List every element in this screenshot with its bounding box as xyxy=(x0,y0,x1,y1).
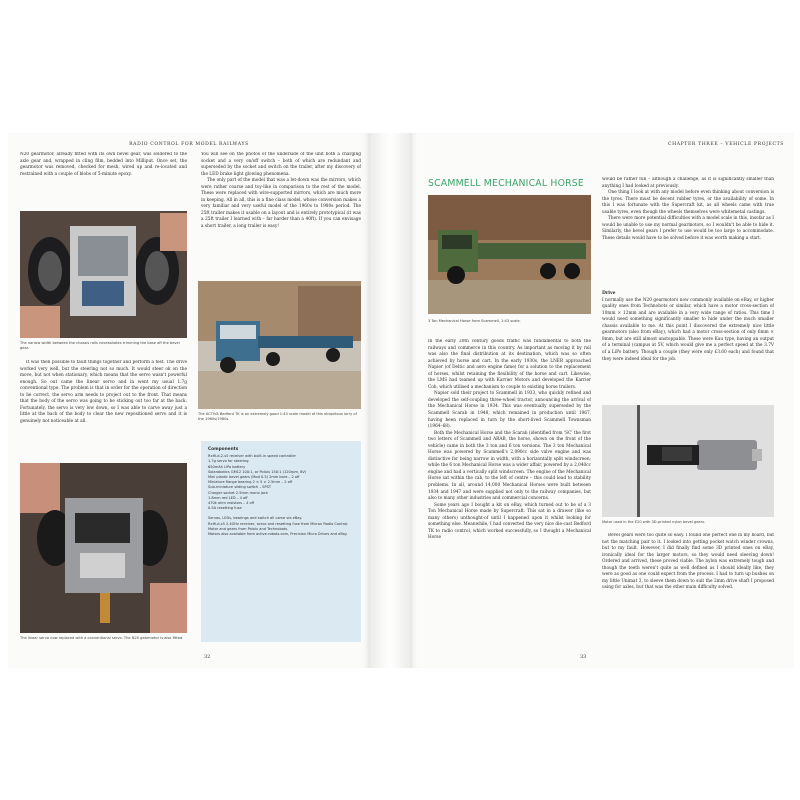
paragraph: It was then possible to fault things together and perform a test. The drive worked very well, but the steering not so much. It would steer ok on the move, but not when stationary, which means that the servo wasn't powerful enough. So out came the linear servo and in went my usual 1.7g conventional type. The problem is that in order for the operation of direction to be correct, the servo arm needs to project out to the front. That means that the body of the servo was going to be sticking out too far at the back. Fortunately, the servo is very low down, so I was able to carve away just a little at the back of the body to clear the new repositioned servo and it is genuinely not noticeable at all. xyxy=(20,360,187,424)
chassis-underside-photo xyxy=(20,211,187,338)
component-line: Sub-miniature sliding switch – SPST xyxy=(208,485,272,490)
left-running-head: RADIO CONTROL FOR MODEL RAILWAYS xyxy=(129,142,249,147)
paragraph: In the early 20th century goods traffic was fundamental to both the railways and commerce in this country. As important as moving it by rail was also the final distribution at its destination, which was so often achieved by horse and cart. In the early 1930s, the LNER approached Napier (of Deltic and aero engine fame) for a solution to the replacement of horses, whilst retaining the flexibility of the horse and cart. Likewise, the LMS had teamed up with Karrier Motors and developed the Karrier Cob, which utilised a mechanism to couple to existing horse trailers. xyxy=(428,339,591,390)
component-line: 650mAh LiPo battery xyxy=(208,464,246,469)
component-line: 1.7g servo for steering xyxy=(208,459,249,464)
bedford-tk-photo xyxy=(198,281,361,409)
paragraph: N20 gearmotor, already fitted with its own bevel gear, was soldered to the axle gear and, wrapped in cling film, bedded into Milliput. Once set, the gearmotor was removed, checked for mesh, wired up and re-located and restrained with a couple of blobs of 5-minute epoxy. xyxy=(20,152,187,177)
left-page-number: 32 xyxy=(204,654,211,660)
right-page-number: 33 xyxy=(580,654,587,660)
horse-photo-caption: 3 Ton Mechanical Horse from Scammell, 1:43 scale. xyxy=(428,319,521,323)
component-line: Solarobotics GM12 100:1, or Pololu 150:1 (120rpm, 6V) xyxy=(208,469,307,474)
chassis-photo-caption: The narrow width between the chassis rails necessitates trimming the base off the bevel gear. xyxy=(20,341,180,350)
component-line: Mini plastic bevel gears (Mod 0.5) 2mm bore – 2 off xyxy=(208,475,300,480)
component-source: Motors also available from active-robots.com, Precision Micro Drives and eBay. xyxy=(208,532,348,537)
right-col2-bottom-text xyxy=(602,533,774,649)
paragraph: Both the Mechanical Horse and the Scarab (identified from 'SC' the first two letters of Scammell and ARAB, the horse, shown on the front of the vehicle) came in both the 3 ton and 6 ton versions. The 3 ton Mechanical Horse was powered by Scammell's 2,090cc side valve engine and was distinctive for being narrow in width, with a horizontally split windscreen; while the 6 ton Mechanical Horse was a wider affair, powered by a 2,040cc engine and had a vertically split windscreen. The engine of the Mechanical Horse sat within the cab, to the left of centre – this could lead to stability problems. In all, around 14,000 Mechanical Horses were built between 1934 and 1947 and were supplied not only to the railway companies, but also to many other industries and commercial concerns. xyxy=(428,430,591,502)
paragraph: You will see on the photos of the underside of the unit both a charging socket and a very on/off switch – both of which are redundant and superseded by the socket and switch on the trailer, after my discovery of the LED brake light glowing phenomena. xyxy=(201,152,361,177)
components-box xyxy=(201,441,361,642)
servo-photo-caption: The linear servo now replaced with a conventional servo. The N20 gearmotor is also fitted. xyxy=(20,636,184,640)
right-col1-text xyxy=(428,339,591,649)
mechanical-horse-photo xyxy=(428,195,591,314)
gearmotor-photo xyxy=(602,405,774,517)
component-source: Servos, LEDs, bearings and switch all came via eBay. xyxy=(208,516,303,521)
component-line: Charger socket 2.5mm mono jack xyxy=(208,490,268,495)
component-line: 470k ohm resistors – 4 off xyxy=(208,501,255,506)
right-col2-top-text xyxy=(602,177,774,289)
bedford-photo-caption: The ACTIVA Bedford TK is an extremely good 1:43 scale model of this ubiquitous lorry of the 1960s/1980s. xyxy=(198,412,357,421)
paragraph: would be rather fun – although a challenge, as it is significantly smaller than anything I had looked at previously. xyxy=(602,177,774,189)
book-gutter xyxy=(370,133,410,668)
component-source: Motor and gears from Pololu and Technobots. xyxy=(208,526,289,531)
paragraph: There were more potential difficulties with a model scale in this, insofar as I would be unable to use my normal gearmotors, so I wouldn't be able to hide it. Similarly, the bevel gears I prefer to use would be too large to accommodate. These details would have to be solved before it was worth making a start. xyxy=(602,216,774,241)
component-line: Miniature flange bearing 2 × 5 × 2.5mm – 2 off xyxy=(208,480,293,485)
paragraph: Bevel gears were too quite so easy. I found one perfect one in my hoard, but not the matching pair to it. I looked into getting pocket watch winder crowns, but to my fault. However, I did finally find some 3D printed ones on eBay, ironically ideal for the larger motors, so they would need sleeving down! Ordered and arrived, these proved viable. The nylon was extremely tough and though the teeth weren't quite as well defined as I should ideally like, they were as good as one could expect from the process. I had to turn up bushes on my little Unimat 3, to sleeve them down to suit the 2mm drive shaft I proposed using for axles, but that was the other main difficulty solved. xyxy=(602,533,774,591)
component-line: 1.8mm red LED – 4 off xyxy=(208,495,248,500)
left-col2-top-text xyxy=(201,152,361,270)
left-col1-mid-text xyxy=(20,360,187,459)
drive-heading: Drive xyxy=(602,291,616,296)
article-title: SCAMMELL MECHANICAL HORSE xyxy=(428,178,584,189)
paragraph: Some years ago I bought a kit on eBay, which turned out to be of a 3 Ton Mechanical Horse made by Supercraft. This sat in a drawer (like so many others) unthought-of until I happened upon it whilst looking for something else. Meanwhile, I had converted the very nice die-cast Bedford TK to radio control, which worked successfully, so I thought a Mechanical Horse xyxy=(428,502,591,541)
component-source: RxHLd-s5 2.4GHz receiver, servo and resetting fuse from Micron Radio Control. xyxy=(208,521,349,526)
components-heading: Components xyxy=(208,447,239,452)
paragraph: Napier sold their project to Scammell in 1933, who quickly refined and developed the self-coupling three-wheel tractor, announcing the arrival of the Mechanical Horse in 1934. This was eventually superseded by the Scammell Scarab in 1948, which remained in production until 1967, having been replaced in turn by the short-lived Scammell Townsman (1964–68). xyxy=(428,391,591,430)
gearmotor-photo-caption: Motor used in the E20 with 3D-printed nylon bevel gears. xyxy=(602,520,706,524)
right-running-head: CHAPTER THREE – VEHICLE PROJECTS xyxy=(667,142,784,147)
left-page xyxy=(8,133,370,668)
paragraph: I normally use the N20 gearmotors now commonly available on eBay, or higher quality ones from Technobots or similar, which have a motor cross-section of 10mm × 12mm and are available in a very wide range of ratios. This time I would need something significantly smaller to hide under the much smaller chassis available to me. At this point I discovered the extremely nice little gearmotors (also from eBay), which had a motor cross-section of only 6mm × 8mm, but are still almost unstoppable. These were Kau type, having an output of a terminal (campus at 5V, which would give me a perfect speed at the 3.7V of a LiPo battery. Though a couple (they were only £3.60 each) and found that they were indeed ideal for the job. xyxy=(602,297,774,362)
paragraph: The only part of the model that was a let-down was the mirrors, which were rather coarse and toy-like in comparison to the rest of the model. These were replaced with wire-supported mirrors, which are much more in keeping. All in all, this is a fine class model, whose conversion makes a very familiar and very useful model of the 1960s to 1980s period. The 25ft trailer makes it usable on a layout and is entirely prototypical (it was a 25ft trailer I learned with – far harder than a 40ft). If you can envisage a short trailer, a long trailer is easy! xyxy=(201,178,361,230)
servo-underside-photo xyxy=(20,463,187,633)
drive-section xyxy=(602,290,774,403)
paragraph: One thing I look at with any model before even thinking about conversion is the tyres. There must be decent rubber tyres, or the availability of some. In this I was fortunate with the Supercraft kit, as all wheels came with true usable tyres, even though the wheels themselves were whitemetal castings. xyxy=(602,190,774,215)
component-line: RxHLd-2-s5 receiver with built-in speed controller xyxy=(208,454,296,459)
right-page xyxy=(410,133,794,668)
component-line: 0.5A resetting fuse xyxy=(208,506,242,511)
left-col1-top-text xyxy=(20,152,187,186)
